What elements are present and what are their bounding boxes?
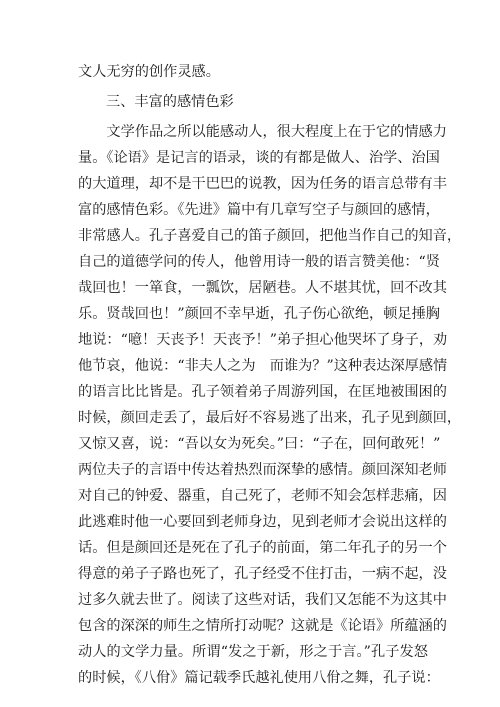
text-line: 得意的弟子子路也死了，孔子经受不住打击，一病不起，没 [78,566,447,582]
text-line: 自己的道德学问的传人，他曾用诗一般的语言赞美他：“贤 [78,254,440,270]
text-line: 对自己的钟爱、器重，自己死了，老师不知会怎样悲痛，因 [78,488,447,504]
text-line: 又惊又喜，说：“吾以女为死矣。”曰：“子在，回何敢死！” [78,436,441,452]
text-line: 富的感情色彩。《先进》篇中有几章写空子与颜回的感情， [78,202,440,218]
text-line: 话。但是颜回还是死在了孔子的前面，第二年孔子的另一个 [78,540,447,556]
text-line: 地说：“噫！天丧予！天丧予！”弟子担心他哭坏了身子，劝 [78,332,448,348]
text-line: 的语言比比皆是。孔子领着弟子周游列国，在匡地被围困的 [78,384,447,400]
text-line: 包含的深深的师生之情所打动呢？这就是《论语》所蕴涵的 [78,618,447,634]
text-line: 时候，颜回走丢了，最后好不容易逃了出来，孔子见到颜回， [78,410,462,426]
text-line: 的时候，《八佾》篇记载季氏越礼使用八佾之舞，孔子说： [78,670,440,686]
text-line: 动人的文学力量。所谓“发之于新，形之于言。”孔子发怒 [78,644,428,660]
text-line: 他节哀，他说：“非夫人之为 而谁为？”这种表达深厚感情 [78,358,448,374]
text-line: 哉回也！一箪食，一瓢饮，居陋巷。人不堪其忧，回不改其 [78,280,447,296]
text-line: 乐。贤哉回也！”颜回不幸早逝，孔子伤心欲绝，顿足捶胸 [78,306,440,322]
text-line: 文人无穷的创作灵感。 [78,64,220,80]
text-line: 量。《论语》是记言的语录，谈的有都是做人、治学、治国 [78,150,440,166]
text-line: 过多久就去世了。阅读了这些对话，我们又怎能不为这其中 [78,592,447,608]
text-line: 文学作品之所以能感动人，很大程度上在于它的情感力 [78,124,447,140]
section-heading: 三、丰富的感情色彩 [106,94,234,110]
text-line: 两位夫子的言语中传达着热烈而深挚的感情。颜回深知老师 [78,462,447,478]
text-line: 的大道理，却不是干巴巴的说教，因为任务的语言总带有丰 [78,176,447,192]
text-line: 此逃难时他一心要回到老师身边，见到老师才会说出这样的 [78,514,447,530]
text-line: 非常感人。孔子喜爱自己的笛子颜回，把他当作自己的知音， [78,228,462,244]
